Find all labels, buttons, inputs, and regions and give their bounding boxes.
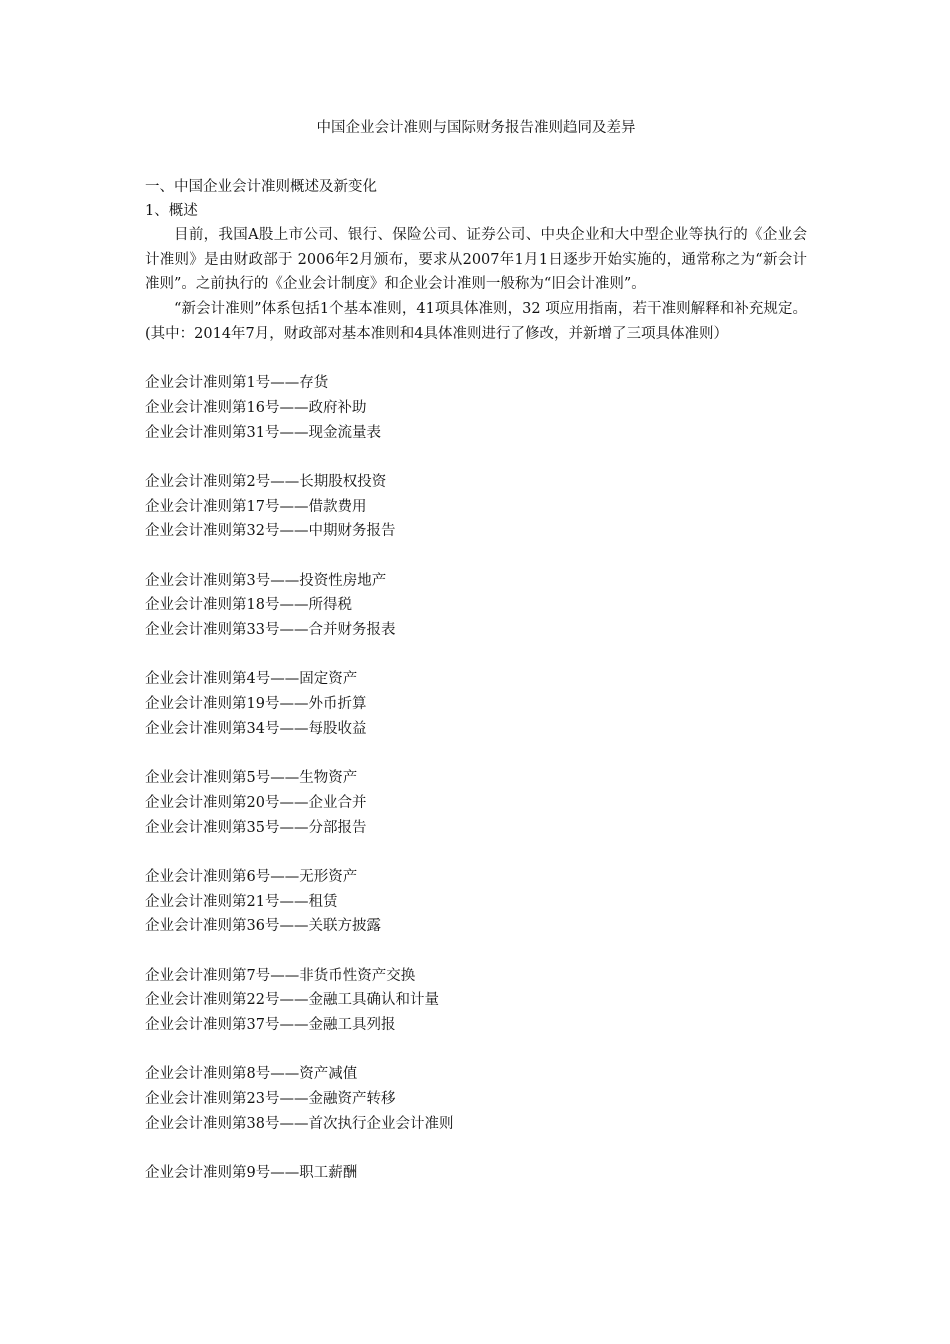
blank-line — [145, 1137, 807, 1162]
standards-group — [145, 1161, 807, 1186]
standard-item: 企业会计准则第17号——借款费用 — [145, 498, 367, 515]
blank-line — [145, 742, 807, 767]
standard-item: 企业会计准则第21号——租赁 — [145, 893, 338, 910]
standards-group — [145, 667, 807, 741]
subsection-heading: 1、概述 — [145, 203, 198, 219]
standard-item: 企业会计准则第36号——关联方披露 — [145, 918, 381, 935]
blank-line — [145, 445, 807, 470]
intro-paragraph: 目前，我国A股上市公司、银行、保险公司、证券公司、中央企业和大中型企业等执行的《企业会计准则》是由财政部于 2006年2月颁布，要求从2007年1月1日逐步开始实施的，通常称之为“新会计准则”。之前执行的《企业会计制度》和企业会计准则一般称为“旧会计准则”。 — [145, 227, 807, 293]
standard-item: 企业会计准则第35号——分部报告 — [145, 819, 367, 836]
standards-group — [145, 371, 807, 445]
standard-item: 企业会计准则第3号——投资性房地产 — [145, 572, 387, 589]
standards-group — [145, 766, 807, 840]
standard-item: 企业会计准则第5号——生物资产 — [145, 770, 358, 787]
standard-item: 企业会计准则第22号——金融工具确认和计量 — [145, 992, 439, 1009]
blank-line — [145, 544, 807, 569]
standard-item: 企业会计准则第34号——每股收益 — [145, 720, 367, 737]
standard-item: 企业会计准则第18号——所得税 — [145, 597, 352, 614]
standards-group — [145, 964, 807, 1038]
standard-item: 企业会计准则第23号——金融资产转移 — [145, 1091, 396, 1108]
standard-item: 企业会计准则第37号——金融工具列报 — [145, 1017, 396, 1034]
blank-line — [145, 840, 807, 865]
standards-group — [145, 1062, 807, 1136]
standard-item: 企业会计准则第32号——中期财务报告 — [145, 523, 396, 540]
standard-item: 企业会计准则第1号——存货 — [145, 375, 329, 392]
standard-item: 企业会计准则第2号——长期股权投资 — [145, 473, 387, 490]
standard-item: 企业会计准则第16号——政府补助 — [145, 399, 367, 416]
standard-item: 企业会计准则第38号——首次执行企业会计准则 — [145, 1115, 454, 1132]
standard-item: 企业会计准则第20号——企业合并 — [145, 794, 367, 811]
standard-item: 企业会计准则第19号——外币折算 — [145, 696, 367, 713]
blank-line — [145, 643, 807, 668]
section-heading: 一、中国企业会计准则概述及新变化 — [145, 179, 377, 195]
document-body — [145, 116, 807, 1186]
standard-item: 企业会计准则第6号——无形资产 — [145, 868, 358, 885]
standards-group — [145, 865, 807, 939]
standard-item: 企业会计准则第9号——职工薪酬 — [145, 1165, 358, 1182]
standards-group — [145, 569, 807, 643]
standard-item: 企业会计准则第7号——非货币性资产交换 — [145, 967, 416, 984]
system-paragraph: “新会计准则”体系包括1个基本准则，41项具体准则，32 项应用指南，若干准则解释和补充规定。(其中：2014年7月，财政部对基本准则和4具体准则进行了修改，并新增了三项具体准则） — [145, 301, 807, 342]
standard-item: 企业会计准则第8号——资产减值 — [145, 1066, 358, 1083]
blank-line — [145, 939, 807, 964]
blank-line — [145, 1038, 807, 1063]
document-title: 中国企业会计准则与国际财务报告准则趋同及差异 — [316, 120, 636, 136]
standard-item: 企业会计准则第33号——合并财务报表 — [145, 622, 396, 639]
standards-group — [145, 470, 807, 544]
standards-list — [145, 371, 807, 1186]
standard-item: 企业会计准则第4号——固定资产 — [145, 671, 358, 688]
blank-line — [145, 347, 807, 372]
standard-item: 企业会计准则第31号——现金流量表 — [145, 424, 381, 441]
